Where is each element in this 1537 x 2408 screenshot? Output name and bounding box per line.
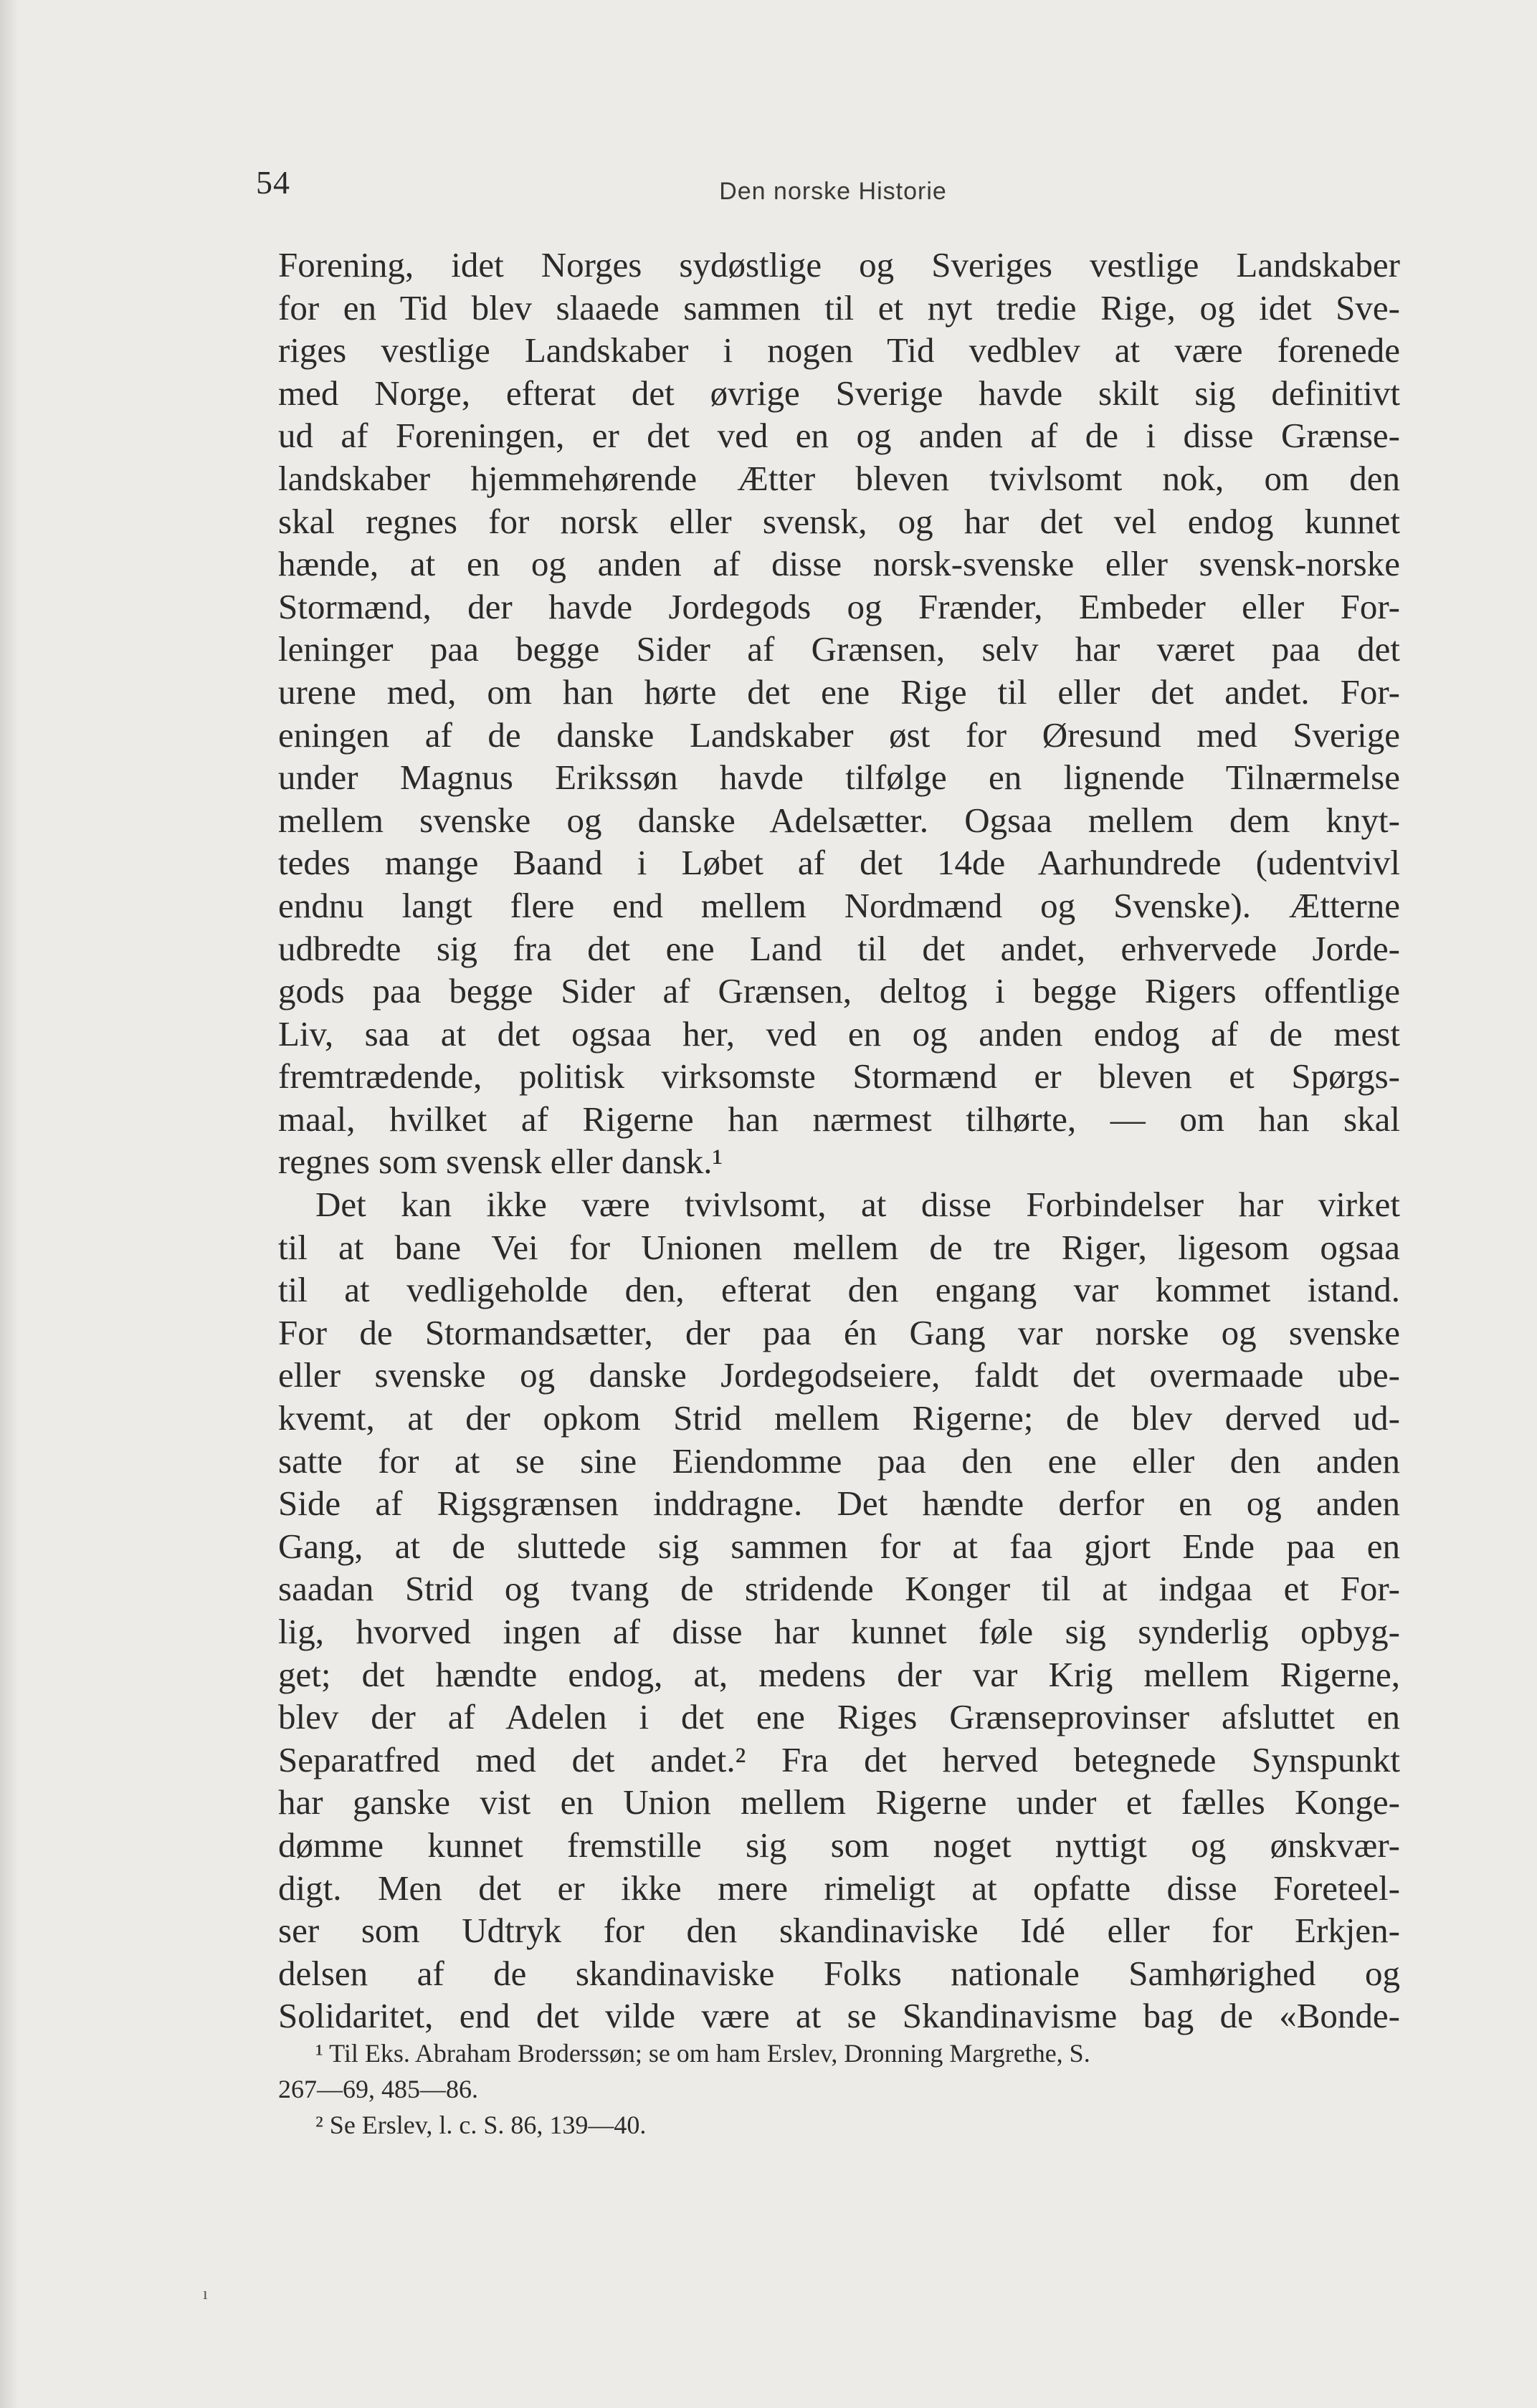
text-line: saadan Strid og tvang de stridende Konger til at indgaa et For- [278,1569,1400,1609]
text-line: satte for at se sine Eiendomme paa den ene eller den anden [278,1440,1400,1481]
text-line: til at vedligeholde den, efterat den engang var kommet istand. [278,1270,1400,1310]
text-line: Liv, saa at det ogsaa her, ved en og anden endog af de mest [278,1013,1400,1054]
text-line: Side af Rigsgrænsen inddragne. Det hændte derfor en og anden [278,1484,1400,1524]
text-line: lig, hvorved ingen af disse har kunnet føle sig synderlig opbyg- [278,1612,1400,1651]
text-line-paragraph-start: Det kan ikke være tvivlsomt, at disse Forbindelser har virket [315,1185,1400,1225]
text-line: get; det hændte endog, at, medens der var Krig mellem Rigerne, [278,1654,1400,1694]
text-line: eller svenske og danske Jordegodseiere, faldt det overmaade ube- [278,1355,1400,1395]
text-line: digt. Men det er ikke mere rimeligt at opfatte disse Foreteel- [278,1868,1400,1908]
page-header [256,163,1410,221]
text-line: blev der af Adelen i det ene Riges Grænseprovinser afsluttet en [278,1697,1400,1737]
text-line: gods paa begge Sider af Grænsen, deltog i begge Rigers offentlige [278,971,1400,1011]
text-line: For de Stormandsætter, der paa én Gang var norske og svenske [278,1312,1400,1352]
text-line: udbredte sig fra det ene Land til det andet, erhvervede Jorde- [278,928,1400,968]
text-line: Forening, idet Norges sydøstlige og Sveriges vestlige Landskaber [278,245,1400,285]
text-line: endnu langt flere end mellem Nordmænd og Svenske). Ætterne [278,885,1400,925]
footnote-2: ² Se Erslev, l. c. S. 86, 139—40. [315,2111,647,2139]
body-text [278,244,1400,2037]
text-line: under Magnus Erikssøn havde tilfølge en lignende Tilnærmelse [278,758,1400,798]
text-line: ud af Foreningen, er det ved en og anden af de i disse Grænse- [278,416,1400,456]
footnote-1-continued: 267—69, 485—86. [278,2075,478,2103]
text-line: tedes mange Baand i Løbet af det 14de Aarhundrede (udentvivl [278,843,1400,883]
text-line: dømme kunnet fremstille sig som noget nyttigt og ønskvær- [278,1825,1400,1865]
text-line: leninger paa begge Sider af Grænsen, selv har været paa det [278,629,1400,669]
text-line: hænde, at en og anden af disse norsk-svenske eller svensk-norske [278,544,1400,584]
text-line: Stormænd, der havde Jordegods og Frænder, Embeder eller For- [278,586,1400,626]
footnotes [278,2035,1400,2143]
page-edge-shadow [0,0,19,2408]
text-line: Separatfred med det andet.² Fra det herved betegnede Synspunkt [278,1739,1400,1779]
text-line-paragraph-end: regnes som svensk eller dansk.¹ [278,1142,723,1182]
text-line: mellem svenske og danske Adelsætter. Ogsaa mellem dem knyt- [278,800,1400,840]
text-line: kvemt, at der opkom Strid mellem Rigerne; de blev derved ud- [278,1398,1400,1438]
page-number: 54 [256,164,290,201]
text-line: til at bane Vei for Unionen mellem de tre Riger, ligesom ogsaa [278,1227,1400,1267]
text-line: landskaber hjemmehørende Ætter bleven tvivlsomt nok, om den [278,458,1400,498]
text-line: eningen af de danske Landskaber øst for Øresund med Sverige [278,715,1400,755]
footnote-1: ¹ Til Eks. Abraham Broderssøn; se om ham Erslev, Dronning Margrethe, S. [315,2039,1090,2068]
text-line: Gang, at de sluttede sig sammen for at faa gjort Ende paa en [278,1526,1400,1566]
text-line: delsen af de skandinaviske Folks nationale Samhørighed og [278,1953,1400,1993]
text-line: urene med, om han hørte det ene Rige til eller det andet. For- [278,672,1400,712]
text-line: maal, hvilket af Rigerne han nærmest tilhørte, — om han skal [278,1099,1400,1139]
text-line: fremtrædende, politisk virksomste Stormænd er bleven et Spørgs- [278,1056,1400,1096]
text-line: har ganske vist en Union mellem Rigerne under et fælles Konge- [278,1782,1400,1822]
text-line: skal regnes for norsk eller svensk, og har det vel endog kunnet [278,501,1400,541]
text-line: Solidaritet, end det vilde være at se Skandinavisme bag de «Bonde- [278,1996,1400,2036]
text-line: ser som Udtryk for den skandinaviske Idé eller for Erkjen- [278,1911,1400,1951]
text-line: med Norge, efterat det øvrige Sverige havde skilt sig definitivt [278,373,1400,413]
stray-print-mark: ı [203,2285,208,2303]
text-line: riges vestlige Landskaber i nogen Tid vedblev at være forenede [278,330,1400,371]
running-title: Den norske Historie [719,178,947,205]
text-line: for en Tid blev slaaede sammen til et nyt tredie Rige, og idet Sve- [278,287,1400,328]
